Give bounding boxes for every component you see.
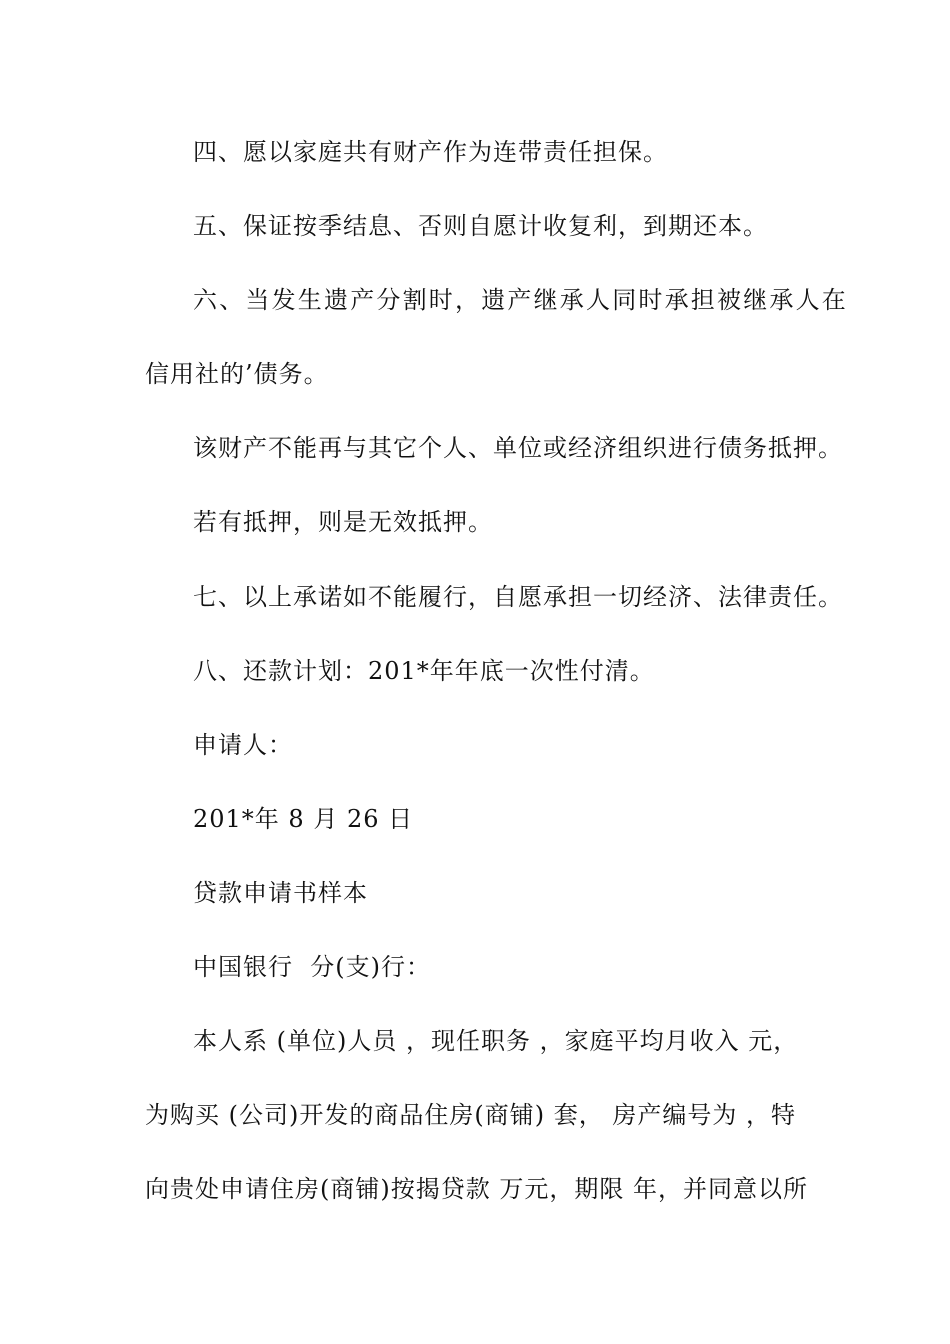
paragraph-line: 八、还款计划：201*年年底一次性付清。: [193, 657, 655, 685]
paragraph-line: 为购买 (公司)开发的商品住房(商铺) 套， 房产编号为 ，特: [145, 1101, 796, 1129]
paragraph-line: 该财产不能再与其它个人、单位或经济组织进行债务抵押。: [193, 434, 843, 462]
applicant-label: 申请人：: [193, 731, 293, 759]
addressee-line: 中国银行 分(支)行：: [193, 953, 431, 981]
paragraph-line: 若有抵押，则是无效抵押。: [193, 508, 493, 536]
date-line: 201*年 8 月 26 日: [193, 805, 414, 833]
paragraph-line: 本人系 (单位)人员 ，现任职务 ，家庭平均月收入 元，: [193, 1027, 799, 1055]
paragraph-line: 五、保证按季结息、否则自愿计收复利，到期还本。: [193, 212, 768, 240]
paragraph-line: 七、以上承诺如不能履行，自愿承担一切经济、法律责任。: [193, 583, 843, 611]
paragraph-line: 四、愿以家庭共有财产作为连带责任担保。: [193, 138, 668, 166]
paragraph-line: 六、当发生遗产分割时，遗产继承人同时承担被继承人在: [193, 286, 848, 314]
paragraph-line: 信用社的’债务。: [145, 360, 329, 388]
paragraph-line: 向贵处申请住房(商铺)按揭贷款 万元，期限 年，并同意以所: [145, 1175, 808, 1203]
section-title: 贷款申请书样本: [193, 879, 368, 907]
